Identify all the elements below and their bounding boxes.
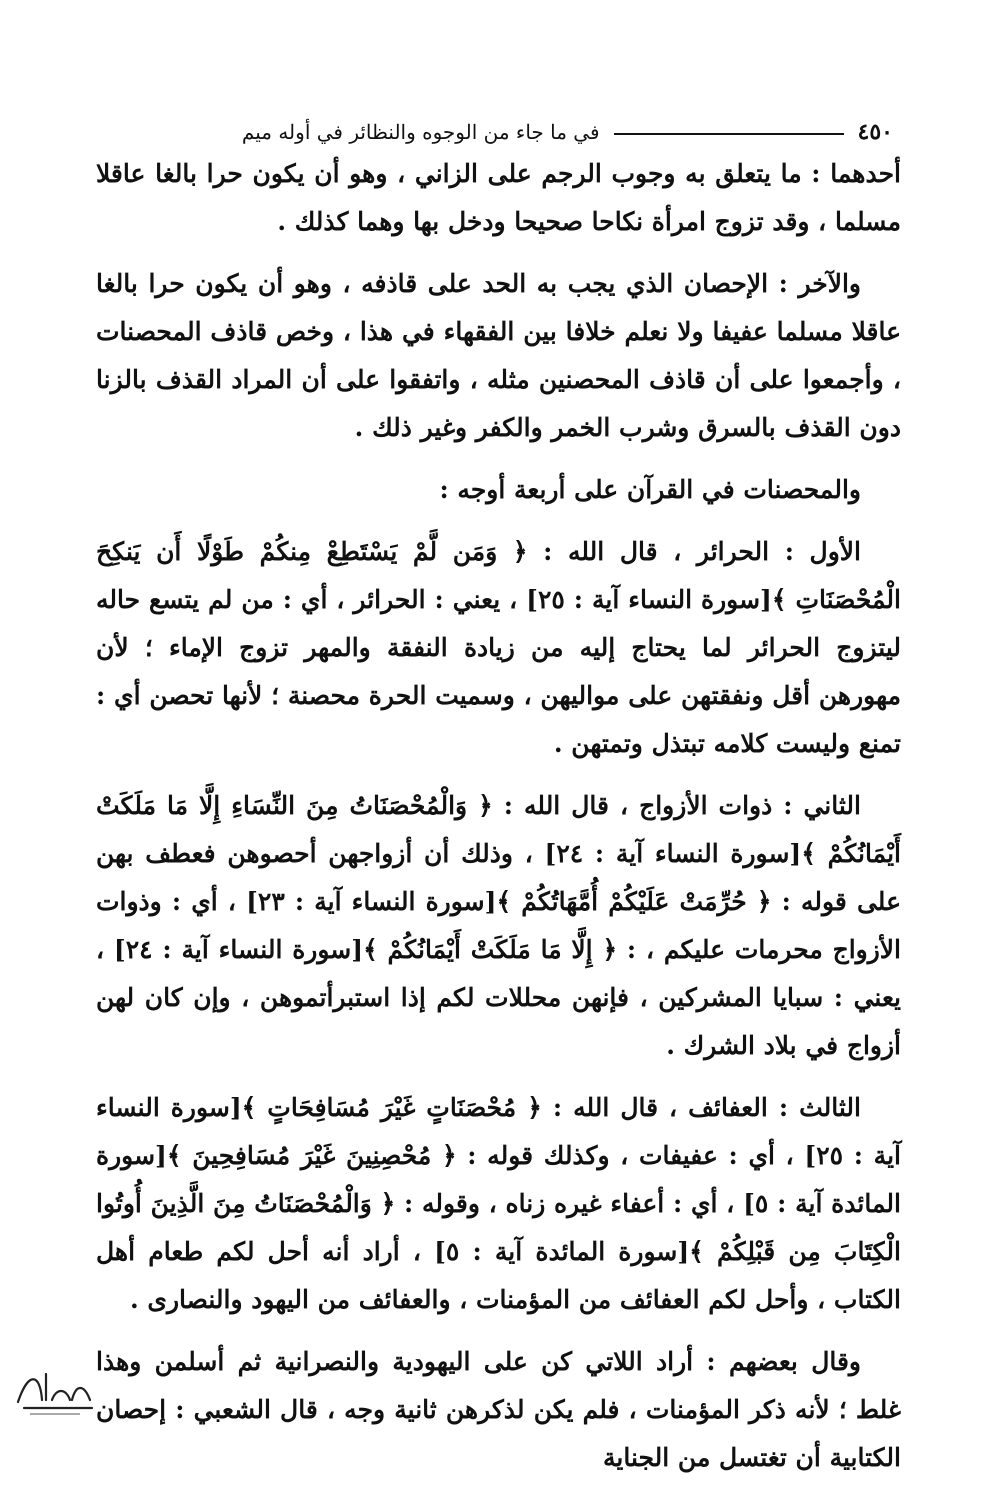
paragraph-2: والآخر : الإحصان الذي يجب به الحد على قاذفه ، وهو أن يكون حرا بالغا عاقلا مسلما عفيفا ولا نعلم خلافا بين الفقهاء في هذا ، وخص قاذف المحصنات ، وأجمعوا على أن قاذف المحصنين مثله ، واتفقوا على أن المراد القذف بالزنا دون القذف بالسرق وشرب الخمر والكفر وغير ذلك . (96, 269, 901, 442)
paragraph-7: وقال بعضهم : أراد اللاتي كن على اليهودية والنصرانية ثم أسلمن وهذا غلط ؛ لأنه ذكر المؤمنات ، فلم يكن لذكرهن ثانية وجه ، قال الشعبي : إحصان الكتابية أن تغتسل من الجناية (96, 1347, 901, 1472)
publisher-logo (10, 1362, 100, 1418)
body-text (96, 150, 901, 1496)
paragraph-5: الثاني : ذوات الأزواج ، قال الله : ﴿ وَالْمُحْصَنَاتُ مِنَ النِّسَاءِ إِلَّا مَا مَلَكَتْ أَيْمَانُكُمْ ﴾[سورة النساء آية : ٢٤] ، وذلك أن أزواجهن أحصوهن فعطف بهن على قوله : ﴿ حُرِّمَتْ عَلَيْكُمْ أُمَّهَاتُكُمْ ﴾[سورة النساء آية : ٢٣] ، أي : وذوات الأزواج محرمات عليكم ، : ﴿ إِلَّا مَا مَلَكَتْ أَيْمَانُكُمْ ﴾[سورة النساء آية : ٢٤] ، يعني : سبايا المشركين ، فإنهن محللات لكم إذا استبرأتموهن ، وإن كان لهن أزواج في بلاد الشرك . (96, 791, 902, 1060)
header-rule (614, 133, 844, 135)
page-number: ٤٥٠ (857, 119, 893, 145)
running-title: في ما جاء من الوجوه والنظائر في أوله ميم (241, 120, 600, 144)
page-header (90, 112, 893, 152)
calligraphy-logo-icon (10, 1362, 100, 1418)
paragraph-6: الثالث : العفائف ، قال الله : ﴿ مُحْصَنَاتٍ غَيْرَ مُسَافِحَاتٍ ﴾[سورة النساء آية : ٢٥] ، أي : عفيفات ، وكذلك قوله : ﴿ مُحْصِنِينَ غَيْرَ مُسَافِحِينَ ﴾[سورة المائدة آية : ٥] ، أي : أعفاء غيره زناه ، وقوله : ﴿ وَالْمُحْصَنَاتُ مِنَ الَّذِينَ أُوتُوا الْكِتَابَ مِن قَبْلِكُمْ ﴾[سورة المائدة آية : ٥] ، أراد أنه أحل لكم طعام أهل الكتاب ، وأحل لكم العفائف من المؤمنات ، والعفائف من اليهود والنصارى . (96, 1093, 901, 1314)
paragraph-1: أحدهما : ما يتعلق به وجوب الرجم على الزاني ، وهو أن يكون حرا بالغا عاقلا مسلما ، وقد تزوج امرأة نكاحا صحيحا ودخل بها وهما كذلك . (96, 159, 901, 236)
paragraph-3: والمحصنات في القرآن على أربعة أوجه : (439, 475, 861, 504)
paragraph-4: الأول : الحرائر ، قال الله : ﴿ وَمَن لَّمْ يَسْتَطِعْ مِنكُمْ طَوْلًا أَن يَنكِحَ الْمُحْصَنَاتِ ﴾[سورة النساء آية : ٢٥] ، يعني : الحرائر ، أي : من لم يتسع حاله ليتزوج الحرائر لما يحتاج إليه من زيادة النفقة والمهر تزوج الإماء ؛ لأن مهورهن أقل ونفقتهن على مواليهن ، وسميت الحرة محصنة ؛ لأنها تحصن أي : تمنع وليست كلامه تبتذل وتمتهن . (96, 537, 901, 758)
